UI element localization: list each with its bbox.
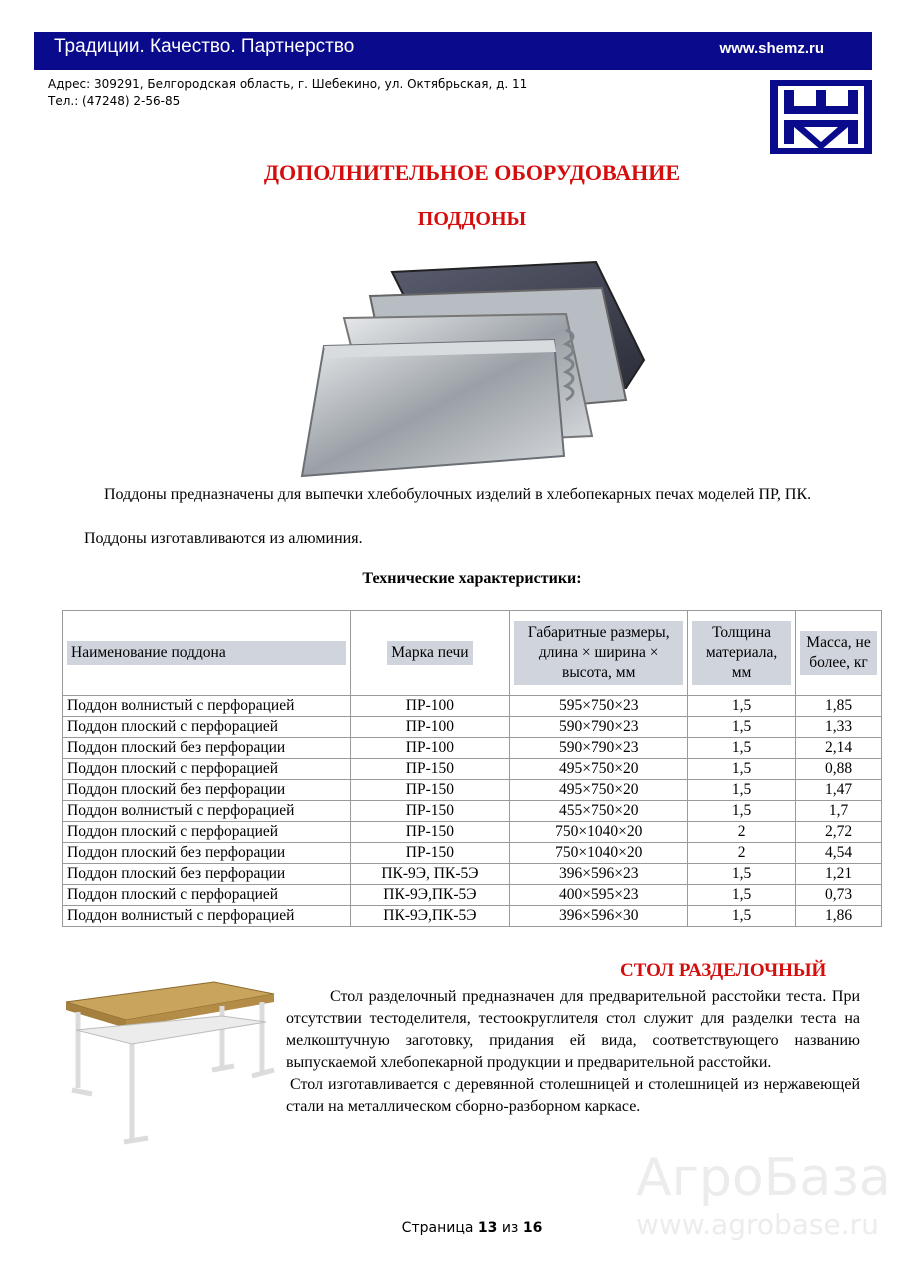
cell-oven: ПР-150: [350, 843, 510, 864]
table-row: [63, 885, 882, 906]
cell-thickness: 1,5: [688, 780, 796, 801]
cell-name: Поддон плоский с перфорацией: [63, 822, 351, 843]
cell-oven: ПР-100: [350, 696, 510, 717]
col-thickness: Толщина материала, мм: [688, 611, 796, 696]
cutting-table-description: [286, 986, 860, 1118]
footer-middle: из: [501, 1220, 519, 1236]
cell-dims: 750×1040×20: [510, 822, 688, 843]
table-header-row: [63, 611, 882, 696]
footer-prefix: Страница: [401, 1220, 474, 1236]
col-dims: Габаритные размеры, длина × ширина × высота, мм: [510, 611, 688, 696]
table-row: [63, 717, 882, 738]
cutting-table-photo: [62, 978, 277, 1148]
cell-mass: 1,7: [796, 801, 882, 822]
cell-oven: ПР-100: [350, 738, 510, 759]
trays-description: Поддоны предназначены для выпечки хлебобулочных изделий в хлебопекарных печах моделей ПР, ПК.: [104, 486, 812, 503]
cell-dims: 400×595×23: [510, 885, 688, 906]
table-row: [63, 864, 882, 885]
cell-mass: 2,72: [796, 822, 882, 843]
cell-mass: 1,86: [796, 906, 882, 927]
cell-oven: ПР-100: [350, 717, 510, 738]
table-row: [63, 843, 882, 864]
table-row: [63, 906, 882, 927]
cell-oven: ПР-150: [350, 822, 510, 843]
watermark-url: www.agrobase.ru: [636, 1208, 879, 1241]
cutting-table-desc-1: Стол разделочный предназначен для предварительной расстойки теста. При отсутствии тестоделителя, тестоокруглителя стол служит для разделки теста на мелкоштучную заготовку, придания ей вида, соответствующего названию выпускаемой хлебопекарной продукции и предварительной расстойки.: [286, 988, 860, 1071]
cell-name: Поддон волнистый с перфорацией: [63, 696, 351, 717]
cell-oven: ПК-9Э,ПК-5Э: [350, 906, 510, 927]
table-row: [63, 801, 882, 822]
cell-name: Поддон плоский с перфорацией: [63, 759, 351, 780]
cutting-table-title: СТОЛ РАЗДЕЛОЧНЫЙ: [620, 960, 827, 981]
cell-thickness: 1,5: [688, 759, 796, 780]
trays-title: ПОДДОНЫ: [417, 208, 527, 230]
spec-title: Технические характеристики:: [362, 570, 582, 587]
cell-thickness: 1,5: [688, 696, 796, 717]
contact-info: [48, 76, 527, 110]
cell-name: Поддон плоский с перфорацией: [63, 885, 351, 906]
cell-dims: 590×790×23: [510, 738, 688, 759]
cell-name: Поддон плоский с перфорацией: [63, 717, 351, 738]
page-footer: [0, 1220, 904, 1236]
company-logo: [770, 80, 872, 154]
trays-photo: [296, 260, 648, 478]
cell-dims: 396×596×30: [510, 906, 688, 927]
cell-oven: ПК-9Э,ПК-5Э: [350, 885, 510, 906]
cell-thickness: 1,5: [688, 885, 796, 906]
cell-mass: 1,33: [796, 717, 882, 738]
col-mass: Масса, не более, кг: [796, 611, 882, 696]
cell-mass: 4,54: [796, 843, 882, 864]
slogan: Традиции. Качество. Партнерство: [54, 36, 355, 57]
cell-oven: ПР-150: [350, 759, 510, 780]
cell-dims: 495×750×20: [510, 759, 688, 780]
trays-material: Поддоны изготавливаются из алюминия.: [84, 530, 363, 547]
cell-thickness: 1,5: [688, 906, 796, 927]
cell-mass: 0,88: [796, 759, 882, 780]
cell-dims: 455×750×20: [510, 801, 688, 822]
watermark-title: АгроБаза: [636, 1148, 891, 1208]
cell-dims: 595×750×23: [510, 696, 688, 717]
table-row: [63, 759, 882, 780]
cell-name: Поддон плоский без перфорации: [63, 864, 351, 885]
cell-thickness: 1,5: [688, 717, 796, 738]
table-row: [63, 696, 882, 717]
cell-name: Поддон плоский без перфорации: [63, 780, 351, 801]
address: Адрес: 309291, Белгородская область, г. Шебекино, ул. Октябрьская, д. 11: [48, 77, 528, 91]
cell-oven: ПК-9Э, ПК-5Э: [350, 864, 510, 885]
cell-mass: 1,85: [796, 696, 882, 717]
cell-thickness: 1,5: [688, 738, 796, 759]
header-banner: [34, 32, 872, 70]
phone: Тел.: (47248) 2-56-85: [48, 94, 181, 108]
cell-name: Поддон плоский без перфорации: [63, 843, 351, 864]
table-row: [63, 738, 882, 759]
section-title: ДОПОЛНИТЕЛЬНОЕ ОБОРУДОВАНИЕ: [263, 160, 681, 185]
website-link[interactable]: www.shemz.ru: [719, 40, 824, 57]
cell-mass: 0,73: [796, 885, 882, 906]
cell-dims: 590×790×23: [510, 717, 688, 738]
cell-name: Поддон волнистый с перфорацией: [63, 801, 351, 822]
page-number: 13: [477, 1220, 498, 1236]
cutting-table-desc-2: Стол изготавливается с деревянной столешницей и столешницей из нержавеющей стали на металлическом сборно-разборном каркасе.: [286, 1076, 860, 1115]
trays-spec-table: [62, 610, 882, 927]
table-row: [63, 780, 882, 801]
cell-oven: ПР-150: [350, 780, 510, 801]
page-total: 16: [522, 1220, 543, 1236]
cell-mass: 2,14: [796, 738, 882, 759]
col-oven: Марка печи: [350, 611, 510, 696]
cell-name: Поддон волнистый с перфорацией: [63, 906, 351, 927]
cell-thickness: 1,5: [688, 864, 796, 885]
table-row: [63, 822, 882, 843]
cell-thickness: 2: [688, 822, 796, 843]
cell-dims: 750×1040×20: [510, 843, 688, 864]
cell-mass: 1,47: [796, 780, 882, 801]
cell-thickness: 2: [688, 843, 796, 864]
cell-dims: 495×750×20: [510, 780, 688, 801]
cell-dims: 396×596×23: [510, 864, 688, 885]
col-name: Наименование поддона: [63, 611, 351, 696]
cell-oven: ПР-150: [350, 801, 510, 822]
cell-name: Поддон плоский без перфорации: [63, 738, 351, 759]
cell-thickness: 1,5: [688, 801, 796, 822]
cell-mass: 1,21: [796, 864, 882, 885]
